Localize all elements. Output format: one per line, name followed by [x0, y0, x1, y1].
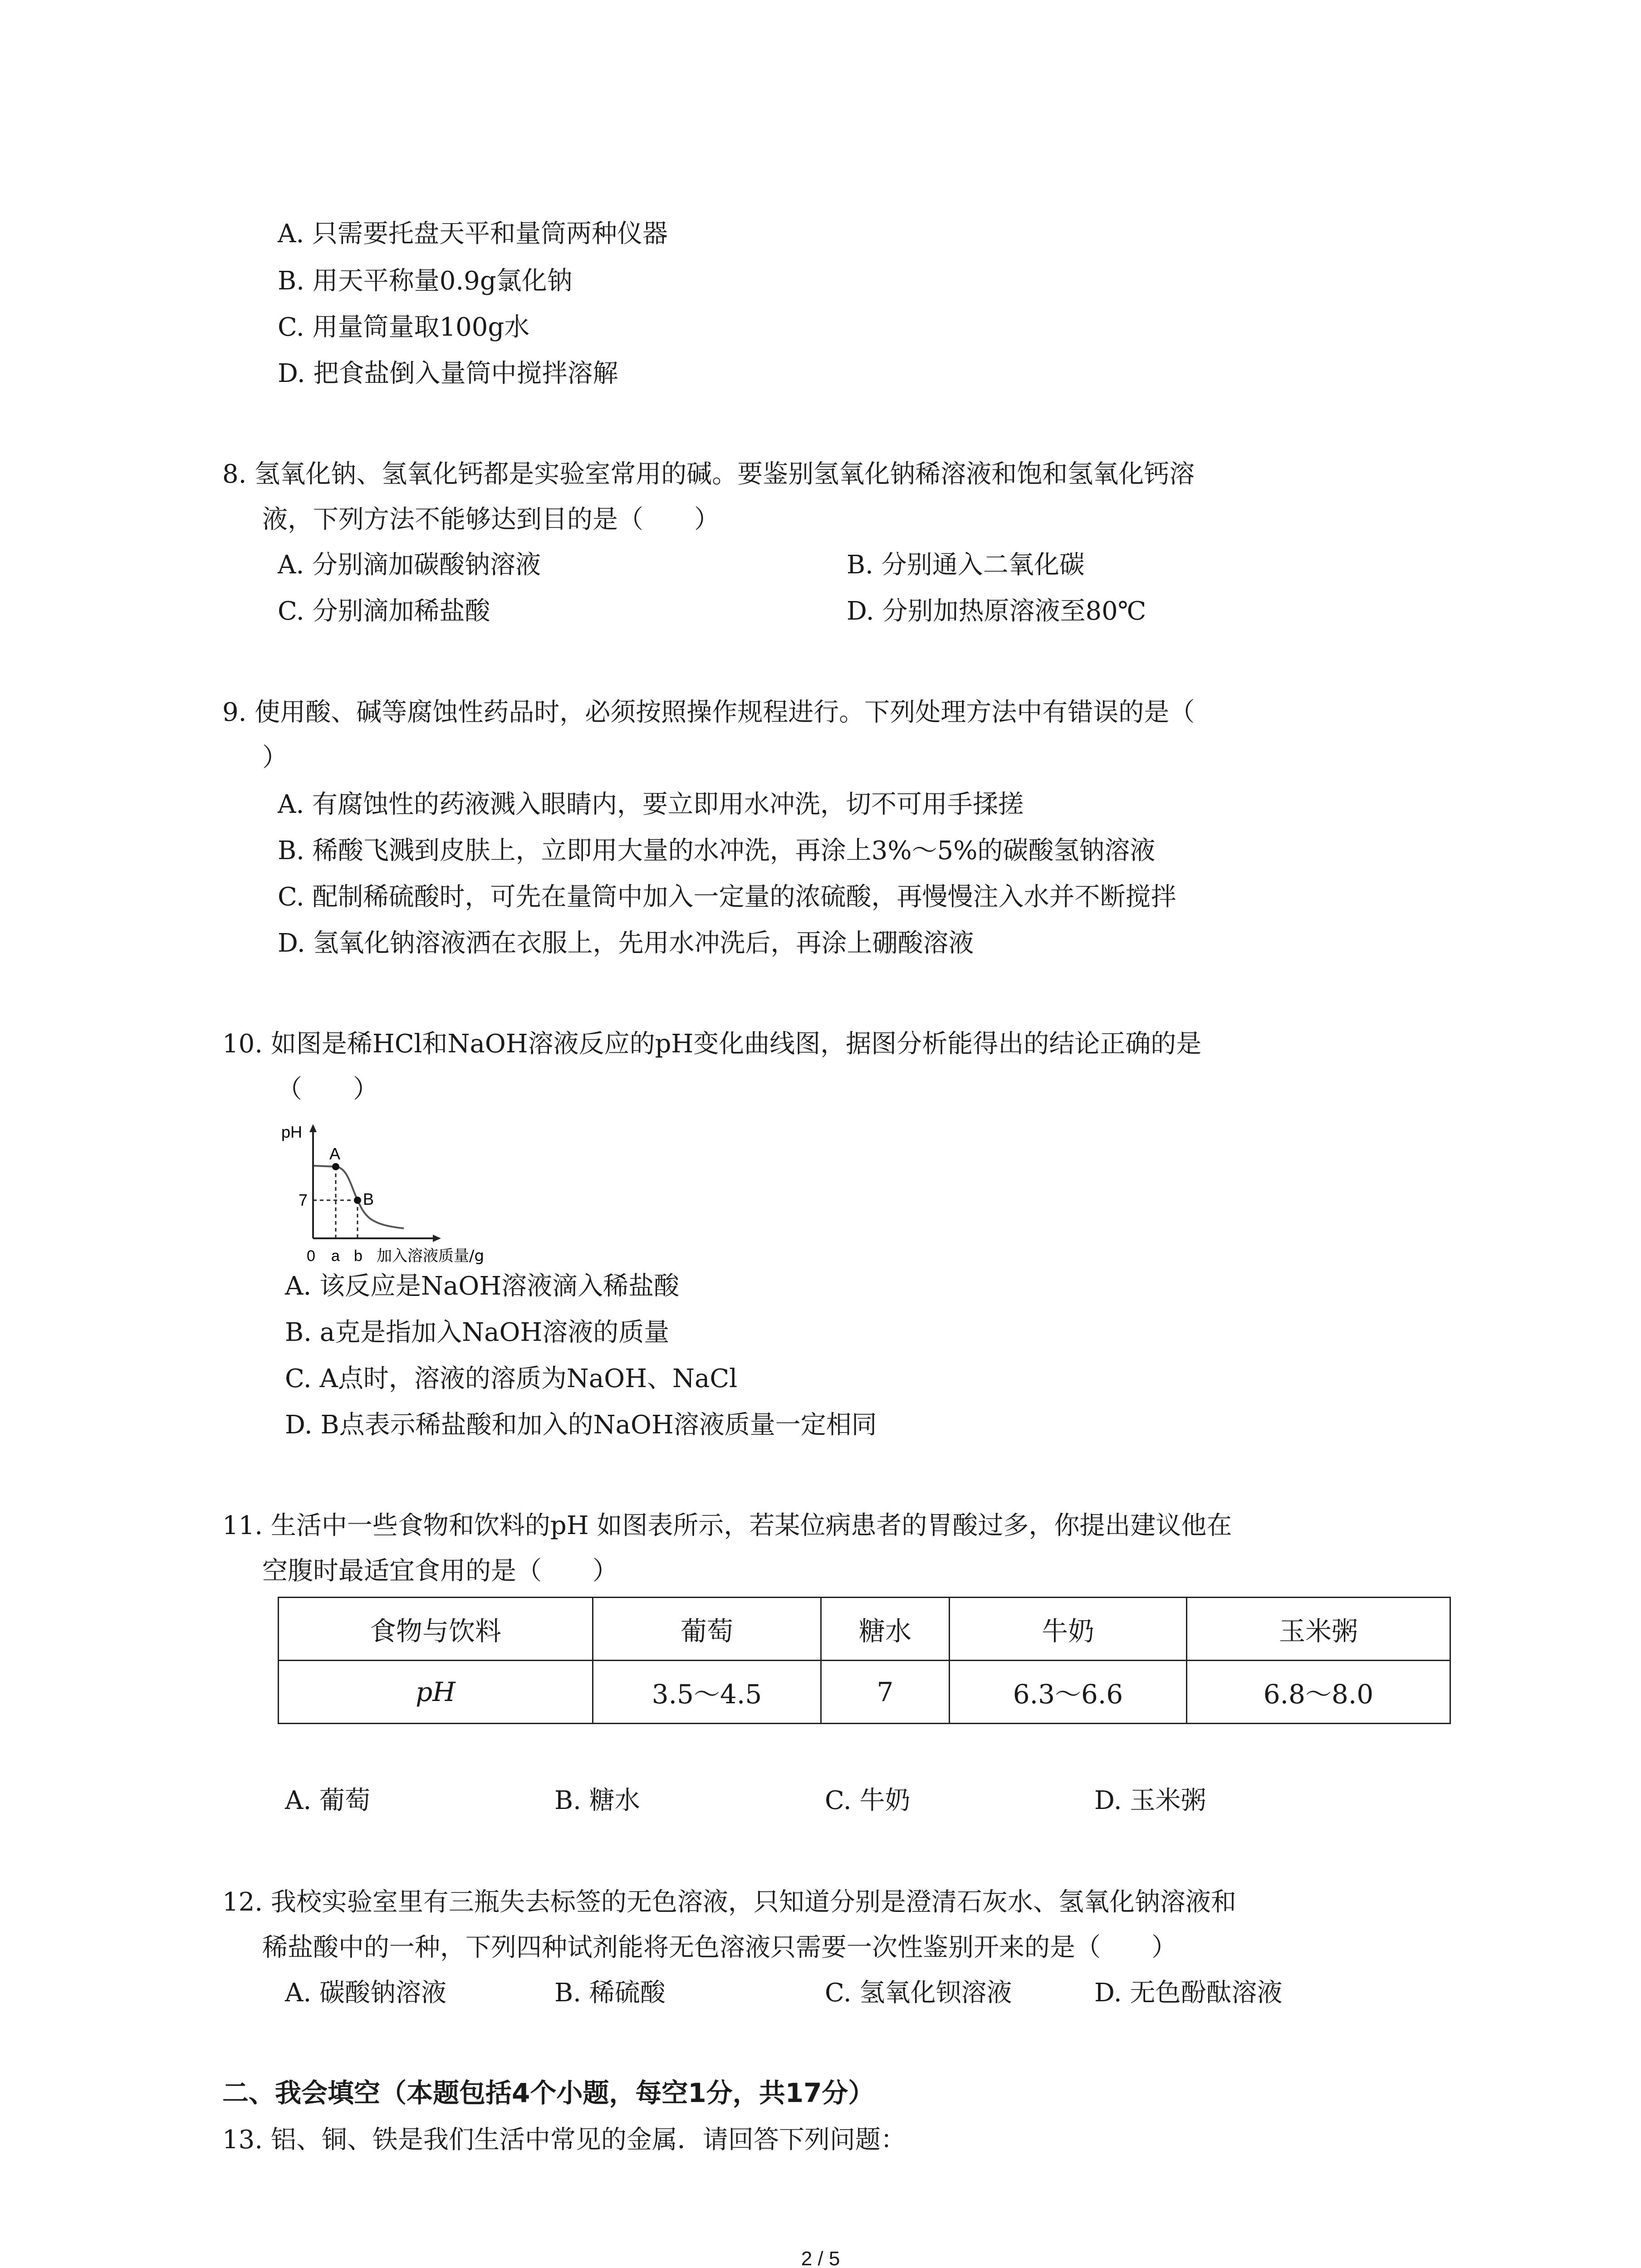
- q10-stem-line2: （ ）: [277, 1075, 378, 1104]
- graph-xb-label: b: [354, 1247, 362, 1265]
- graph-x0-label: 0: [307, 1247, 315, 1265]
- graph-ylabel: pH: [281, 1123, 303, 1141]
- x-axis-arrow-icon: [433, 1235, 441, 1242]
- table-cell: pH: [279, 1661, 593, 1724]
- q13-stem: 13. 铝、铜、铁是我们生活中常见的金属．请回答下列问题：: [222, 2125, 906, 2155]
- ph-table: [278, 1597, 1451, 1724]
- q8-stem-line1: 8. 氢氧化钠、氢氧化钙都是实验室常用的碱。要鉴别氢氧化钠稀溶液和饱和氢氧化钙溶: [222, 459, 1195, 489]
- q8-option-c: C. 分别滴加稀盐酸: [278, 596, 490, 626]
- table-cell: 6.8～8.0: [1187, 1661, 1450, 1724]
- graph-point-a-label: A: [329, 1144, 341, 1163]
- q11-option-a: A. 葡萄: [285, 1786, 371, 1815]
- q11-option-c: C. 牛奶: [825, 1786, 911, 1815]
- graph-xlabel: 加入溶液质量/g: [377, 1247, 485, 1265]
- y-axis-arrow-icon: [309, 1124, 317, 1132]
- q8-option-b: B. 分别通入二氧化碳: [847, 550, 1085, 580]
- q8-option-d: D. 分别加热原溶液至80℃: [847, 596, 1146, 626]
- table-cell: 3.5～4.5: [593, 1661, 821, 1724]
- q8-stem-line2: 液，下列方法不能够达到目的是（ ）: [262, 505, 720, 534]
- q7-option-b: B. 用天平称量0.9g氯化钠: [278, 266, 573, 296]
- ph-curve-figure: [272, 1116, 508, 1270]
- table-header-cell: 食物与饮料: [279, 1598, 593, 1661]
- q12-option-c: C. 氢氧化钡溶液: [825, 1978, 1012, 2008]
- q10-option-a: A. 该反应是NaOH溶液滴入稀盐酸: [285, 1271, 680, 1301]
- table-cell: 7: [821, 1661, 950, 1724]
- section-heading: 二、我会填空（本题包括4个小题，每空1分，共17分）: [222, 2077, 875, 2108]
- q8-option-a: A. 分别滴加碳酸钠溶液: [278, 550, 541, 580]
- q9-option-d: D. 氢氧化钠溶液洒在衣服上，先用水冲洗后，再涂上硼酸溶液: [278, 929, 974, 958]
- table-header-cell: 糖水: [821, 1598, 950, 1661]
- q10-option-c: C. A点时，溶液的溶质为NaOH、NaCl: [285, 1364, 738, 1393]
- table-header-cell: 玉米粥: [1187, 1598, 1450, 1661]
- q9-option-c: C. 配制稀硫酸时，可先在量筒中加入一定量的浓硫酸，再慢慢注入水并不断搅拌: [278, 882, 1176, 912]
- q11-option-d: D. 玉米粥: [1094, 1786, 1206, 1815]
- q7-option-a: A. 只需要托盘天平和量筒两种仪器: [278, 219, 668, 249]
- q9-option-a: A. 有腐蚀性的药液溅入眼睛内，要立即用水冲洗，切不可用手揉搓: [278, 790, 1024, 819]
- graph-y7-label: 7: [299, 1191, 308, 1209]
- q10-option-d: D. B点表示稀盐酸和加入的NaOH溶液质量一定相同: [285, 1410, 877, 1440]
- graph-point-b-label: B: [363, 1190, 374, 1208]
- table-header-row: [279, 1598, 1450, 1661]
- q12-option-b: B. 稀硫酸: [554, 1978, 666, 2008]
- point-b-marker: [354, 1197, 361, 1204]
- q12-stem-line2: 稀盐酸中的一种，下列四种试剂能将无色溶液只需要一次性鉴别开来的是（ ）: [262, 1933, 1177, 1962]
- q7-option-c: C. 用量筒量取100g水: [278, 313, 530, 342]
- q10-stem-line1: 10. 如图是稀HCl和NaOH溶液反应的pH变化曲线图，据图分析能得出的结论正确的是: [222, 1029, 1202, 1059]
- q9-stem-line2: ）: [262, 743, 288, 772]
- table-row: [279, 1661, 1450, 1724]
- q11-option-b: B. 糖水: [554, 1786, 640, 1815]
- q11-stem-line1: 11. 生活中一些食物和饮料的pH 如图表所示，若某位病患者的胃酸过多，你提出建议他在: [222, 1511, 1232, 1540]
- q9-stem-line1: 9. 使用酸、碱等腐蚀性药品时，必须按照操作规程进行。下列处理方法中有错误的是（: [222, 698, 1195, 727]
- q12-stem-line1: 12. 我校实验室里有三瓶失去标签的无色溶液，只知道分别是澄清石灰水、氢氧化钠溶液和: [222, 1887, 1236, 1917]
- q12-option-a: A. 碳酸钠溶液: [285, 1978, 447, 2008]
- q10-option-b: B. a克是指加入NaOH溶液的质量: [285, 1318, 670, 1347]
- table-header-cell: 牛奶: [950, 1598, 1187, 1661]
- q11-stem-line2: 空腹时最适宜食用的是（ ）: [262, 1556, 618, 1586]
- q9-option-b: B. 稀酸飞溅到皮肤上，立即用大量的水冲洗，再涂上3%～5%的碳酸氢钠溶液: [278, 836, 1156, 865]
- page-number: 2 / 5: [801, 2248, 840, 2268]
- graph-xa-label: a: [331, 1247, 340, 1265]
- q12-option-d: D. 无色酚酞溶液: [1094, 1978, 1283, 2008]
- table-cell: 6.3～6.6: [950, 1661, 1187, 1724]
- table-header-cell: 葡萄: [593, 1598, 821, 1661]
- q7-option-d: D. 把食盐倒入量筒中搅拌溶解: [278, 359, 618, 388]
- point-a-marker: [332, 1163, 339, 1170]
